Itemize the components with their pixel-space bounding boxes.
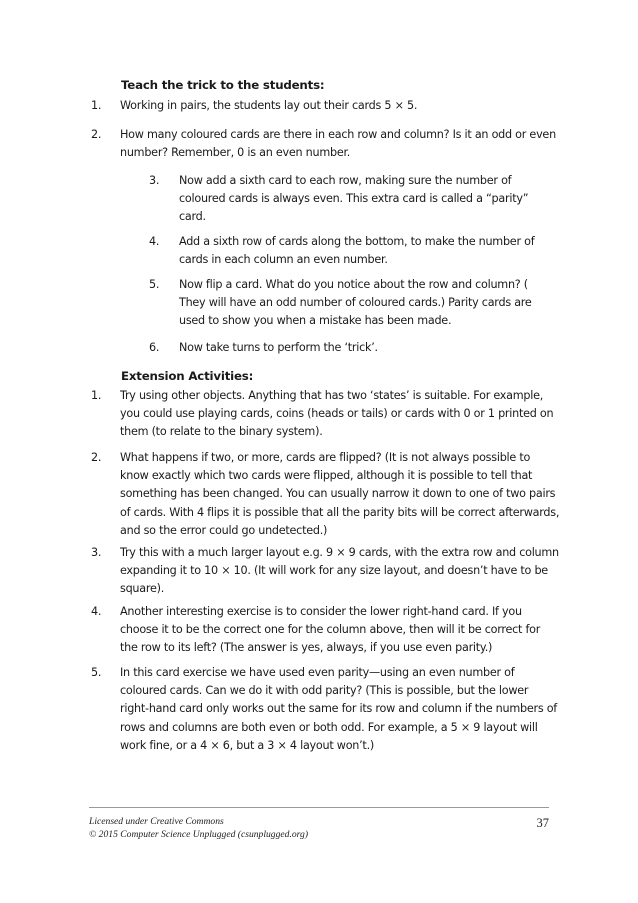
- item-number: 2.: [91, 451, 102, 464]
- list-item: [149, 276, 569, 331]
- item-text: Now flip a card. What do you notice about the row and column? ( They will have an odd number of coloured cards.) Parity cards are used to show you when a mistake has been made.: [179, 278, 532, 328]
- teach-trick-heading: Teach the trick to the students:: [121, 78, 325, 92]
- item-text: In this card exercise we have used even parity—using an even number of coloured cards. Can we do it with odd parity? (This is possible, but the lower right-hand card only works out the same for its row and column if the numbers of rows and columns are both even or both odd. For example, a 5 × 9 layout will work fine, or a 4 × 6, but a 3 × 4 layout won’t.): [120, 666, 557, 752]
- item-text: How many coloured cards are there in each row and column? Is it an odd or even number? Remember, 0 is an even number.: [120, 128, 556, 160]
- item-text: Try using other objects. Anything that has two ‘states’ is suitable. For example, you could use playing cards, coins (heads or tails) or cards with 0 or 1 printed on them (to relate to the binary system).: [120, 389, 554, 439]
- list-item: [91, 544, 561, 599]
- item-text: Now take turns to perform the ‘trick’.: [179, 341, 378, 354]
- item-number: 4.: [149, 235, 160, 248]
- item-number: 1.: [91, 389, 102, 402]
- item-number: 1.: [91, 99, 102, 112]
- item-text: Working in pairs, the students lay out their cards 5 × 5.: [120, 99, 418, 112]
- item-number: 2.: [91, 128, 102, 141]
- item-number: 3.: [91, 546, 102, 559]
- extension-activities-heading: Extension Activities:: [121, 369, 254, 383]
- list-item: [91, 664, 561, 755]
- list-item: [149, 339, 569, 357]
- item-text: What happens if two, or more, cards are flipped? (It is not always possible to know exactly which two cards were flipped, although it is possible to tell that something has been changed. You can usually narrow it down to one of two pairs of cards. With 4 flips it is possible that all the parity bits will be correct afterwards, and so the error could go undetected.): [120, 451, 560, 537]
- list-item: [149, 233, 569, 269]
- copyright-text: © 2015 Computer Science Unplugged (csunplugged.org): [89, 829, 309, 840]
- page-footer: [89, 815, 549, 841]
- item-text: Add a sixth row of cards along the bottom, to make the number of cards in each column an even number.: [179, 235, 535, 267]
- item-number: 3.: [149, 174, 160, 187]
- page-number: 37: [536, 816, 549, 830]
- footer-divider: [89, 807, 549, 808]
- item-number: 4.: [91, 605, 102, 618]
- item-text: Try this with a much larger layout e.g. 9 × 9 cards, with the extra row and column expanding it to 10 × 10. (It will work for any size layout, and doesn’t have to be square).: [120, 546, 559, 596]
- item-text: Another interesting exercise is to consider the lower right-hand card. If you choose it to be the correct one for the column above, then will it be correct for the row to its left? (The answer is yes, always, if you use even parity.): [120, 605, 541, 655]
- item-number: 5.: [91, 666, 102, 679]
- list-item: [149, 172, 569, 227]
- list-item: [91, 387, 561, 442]
- list-item: [91, 603, 561, 658]
- license-text: Licensed under Creative Commons: [89, 816, 224, 827]
- item-number: 5.: [149, 278, 160, 291]
- list-item: [91, 126, 561, 162]
- list-item: [91, 449, 561, 540]
- item-text: Now add a sixth card to each row, making sure the number of coloured cards is always even. This extra card is called a “parity” card.: [179, 174, 529, 224]
- list-item: [91, 97, 561, 115]
- item-number: 6.: [149, 341, 160, 354]
